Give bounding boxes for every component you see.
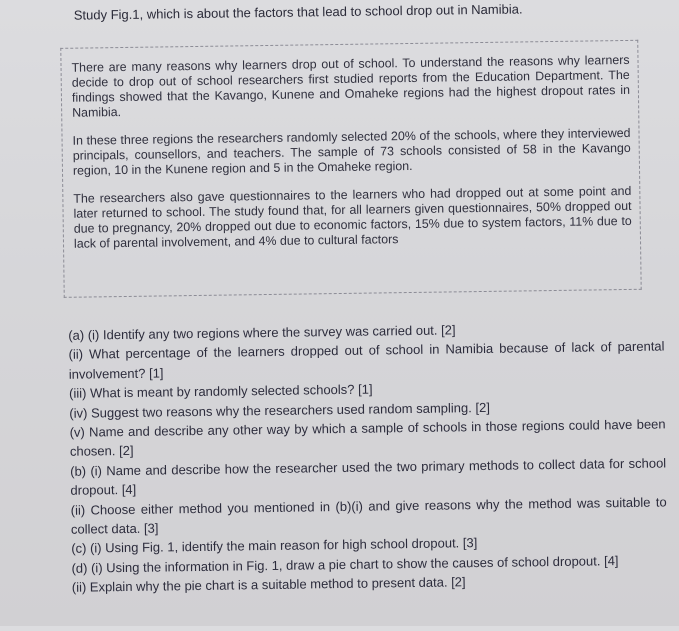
figure-1-box <box>60 40 641 298</box>
figure-paragraph-1: There are many reasons why learners drop out of school. To understand the reasons why learners decide to drop out of school researchers first studied reports from the Education Department. The findings showed that the Kavango, Kunene and Omaheke regions had the highest dropout rates in Namibia. <box>71 52 631 120</box>
question-d-i: (d) (i) Using the information in Fig. 1, draw a pie chart to show the causes of school dropout. [4] <box>71 553 619 576</box>
question-b-i: (b) (i) Name and describe how the researcher used the two primary methods to collect data for school dropout. [4] <box>70 455 667 499</box>
figure-paragraph-3: The researchers also gave questionnaires to the learners who had dropped out at some point and later returned to school. The study found that, for all learners given questionnaires, 50% dropped out due to pregnancy, 20% dropped out due to economic factors, 15% due to system factors, 11% due to lack of parental involvement, and 4% due to cultural factors <box>73 183 632 251</box>
figure-paragraph-2: In these three regions the researchers randomly selected 20% of the schools, where they interviewed principals, counsellors, and teachers. The sample of 73 schools consisted of 58 in the Kavango region, 10 in the Kunene region and 5 in the Omaheke region. <box>72 125 631 178</box>
question-a-ii: (ii) What percentage of the learners dropped out of school in Namibia because of lack of parental involvement? [1] <box>68 338 665 382</box>
question-c-i: (c) (i) Using Fig. 1, identify the main reason for high school dropout. [3] <box>71 535 478 557</box>
question-a-iv: (iv) Suggest two reasons why the researchers used random sampling. [2] <box>69 399 490 421</box>
question-list <box>68 317 668 597</box>
question-d-ii: (ii) Explain why the pie chart is a suitable method to present data. [2] <box>71 574 466 596</box>
question-a-v: (v) Name and describe any other way by which a sample of schools in those regions could have been chosen. [2] <box>69 416 666 460</box>
question-a-iii: (iii) What is meant by randomly selected schools? [1] <box>68 381 373 402</box>
question-b-ii: (ii) Choose either method you mentioned in (b)(i) and give reasons why the method was suitable to collect data. [3] <box>70 494 667 537</box>
instruction-text: Study Fig.1, which is about the factors that lead to school drop out in Namibia. <box>73 1 523 23</box>
question-a-i: (a) (i) Identify any two regions where the survey was carried out. [2] <box>68 322 456 343</box>
